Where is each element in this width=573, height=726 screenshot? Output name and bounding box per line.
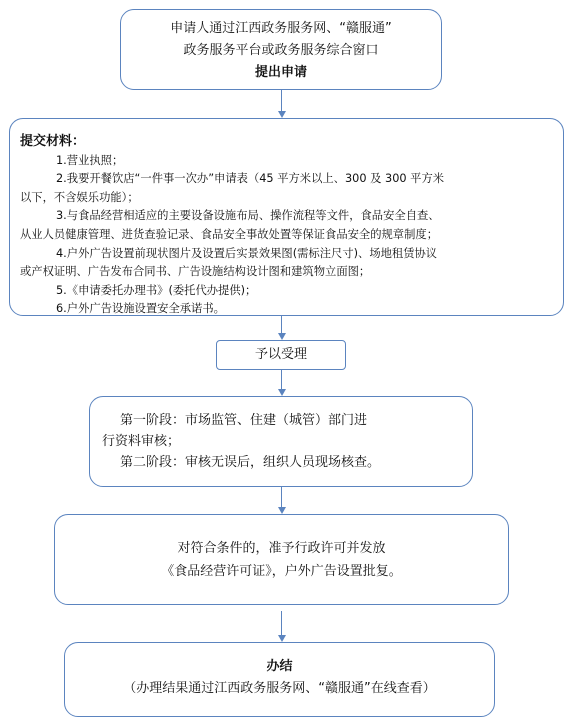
review-stage-2: 第二阶段：审核无误后，组织人员现场核查。: [120, 455, 381, 470]
apply-step-line-2: 政务服务平台或政务服务综合窗口: [183, 43, 379, 58]
material-item: 6.户外广告设施设置安全承诺书。: [56, 302, 225, 316]
materials-box: [9, 118, 564, 316]
materials-heading: 提交材料：: [20, 134, 86, 149]
apply-step-box: [120, 9, 442, 90]
material-item: 4.户外广告设置前现状图片及设置后实景效果图(需标注尺寸)、场地租赁协议: [56, 246, 438, 260]
accept-step-box: [216, 340, 346, 370]
complete-step-note: （办理结果通过江西政务服务网、“赣服通”在线查看）: [123, 681, 436, 696]
material-item: 5.《申请委托办理书》(委托代办提供)；: [56, 283, 257, 297]
material-item: 1.营业执照；: [56, 153, 124, 167]
permit-step-line-2: 《食品经营许可证》，户外广告设置批复。: [161, 564, 402, 579]
apply-step-title: 提出申请: [254, 65, 307, 80]
arrow-down-icon: [278, 611, 286, 642]
material-item: 2.我要开餐饮店“一件事一次办”申请表（45 平方米以上、300 及 300 平方米: [56, 172, 445, 186]
material-item-cont: 或产权证明、广告发布合同书、广告设施结构设计图和建筑物立面图；: [20, 265, 371, 279]
arrow-down-icon: [278, 487, 286, 514]
material-item-cont: 以下，不含娱乐功能）；: [20, 190, 139, 204]
arrow-down-icon: [278, 316, 286, 340]
complete-step-title: 办结: [266, 659, 293, 674]
material-item-cont: 从业人员健康管理、进货查验记录、食品安全事故处置等保证食品安全的规章制度；: [20, 227, 438, 241]
review-step-box: [89, 396, 473, 487]
permit-step-line-1: 对符合条件的，准予行政许可并发放: [177, 541, 386, 556]
apply-step-line-1: 申请人通过江西政务服务网、“赣服通”: [170, 21, 392, 36]
arrow-down-icon: [278, 370, 286, 396]
arrow-down-icon: [278, 90, 286, 118]
complete-step-box: [64, 642, 495, 717]
review-stage-1-cont: 行资料审核；: [102, 434, 181, 449]
permit-step-box: [54, 514, 509, 605]
review-stage-1: 第一阶段：市场监管、住建（城管）部门进: [120, 413, 368, 428]
material-item: 3.与食品经营相适应的主要设备设施布局、操作流程等文件，食品安全自查、: [56, 209, 440, 223]
accept-step-label: 予以受理: [254, 347, 307, 362]
